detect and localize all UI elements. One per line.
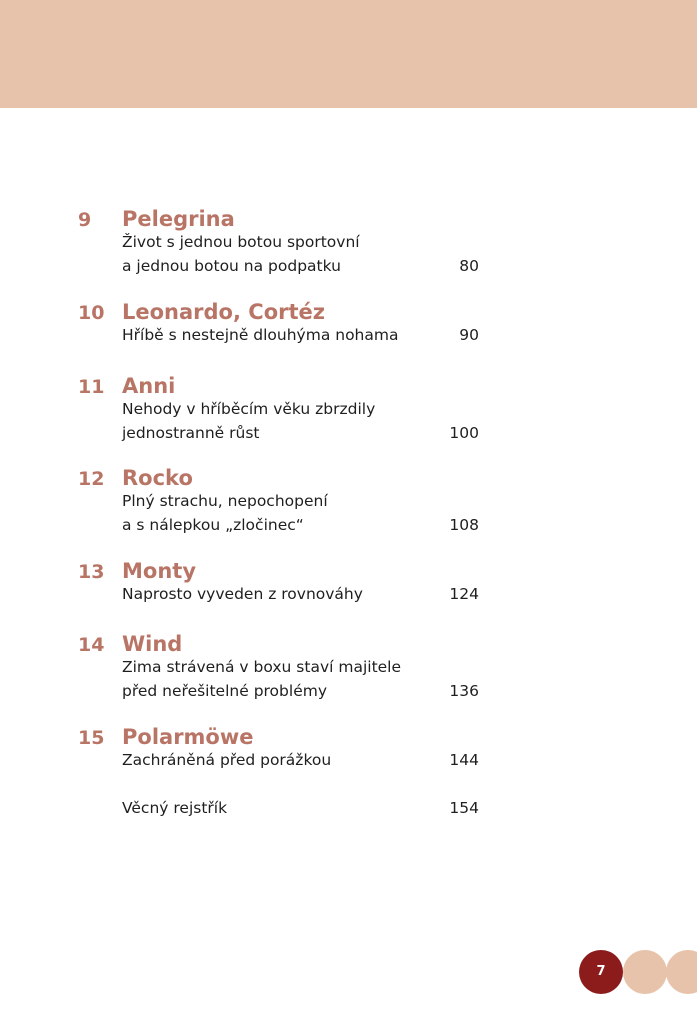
chapter-subtitle	[122, 655, 401, 703]
chapter-subtitle-line: a s nálepkou „zločinec“	[122, 516, 304, 534]
chapter-page-number: 80	[459, 257, 479, 275]
chapter-number: 11	[78, 376, 105, 398]
chapter-title: Pelegrina	[122, 207, 235, 231]
chapter-title: Leonardo, Cortéz	[122, 300, 325, 324]
chapter-subtitle-line: Plný strachu, nepochopení	[122, 492, 328, 510]
chapter-subtitle-line: před neřešitelné problémy	[122, 682, 327, 700]
chapter-page-number: 144	[449, 751, 479, 769]
chapter-number: 13	[78, 561, 105, 583]
chapter-page-number: 108	[449, 516, 479, 534]
chapter-subtitle	[122, 582, 363, 606]
chapter-subtitle-line: Nehody v hříběcím věku zbrzdily	[122, 400, 376, 418]
chapter-subtitle-line: Zachráněná před porážkou	[122, 751, 332, 769]
index-page-number: 154	[449, 799, 479, 817]
chapter-number: 9	[78, 209, 92, 231]
chapter-subtitle	[122, 397, 375, 445]
decorative-circle	[623, 950, 667, 994]
chapter-number: 12	[78, 468, 105, 490]
chapter-subtitle	[122, 748, 331, 772]
chapter-number: 15	[78, 727, 105, 749]
chapter-subtitle-line: Naprosto vyveden z rovnováhy	[122, 585, 363, 603]
chapter-title: Polarmöwe	[122, 725, 254, 749]
chapter-number: 10	[78, 302, 105, 324]
page-number-badge: 7	[579, 950, 623, 994]
chapter-subtitle-line: Zima strávená v boxu staví majitele	[122, 658, 402, 676]
chapter-title: Wind	[122, 632, 183, 656]
chapter-subtitle-line: jednostranně růst	[122, 424, 260, 442]
chapter-subtitle-line: a jednou botou na podpatku	[122, 257, 341, 275]
chapter-title: Rocko	[122, 466, 193, 490]
index-label: Věcný rejstřík	[122, 799, 228, 817]
chapter-subtitle-line: Život s jednou botou sportovní	[122, 233, 360, 251]
chapter-title: Monty	[122, 559, 197, 583]
chapter-page-number: 100	[449, 424, 479, 442]
chapter-page-number: 136	[449, 682, 479, 700]
chapter-subtitle	[122, 230, 360, 278]
chapter-title: Anni	[122, 374, 176, 398]
chapter-page-number: 124	[449, 585, 479, 603]
chapter-subtitle	[122, 489, 328, 537]
chapter-number: 14	[78, 634, 105, 656]
chapter-subtitle-line: Hříbě s nestejně dlouhýma nohama	[122, 326, 399, 344]
chapter-page-number: 90	[459, 326, 479, 344]
chapter-subtitle	[122, 323, 398, 347]
